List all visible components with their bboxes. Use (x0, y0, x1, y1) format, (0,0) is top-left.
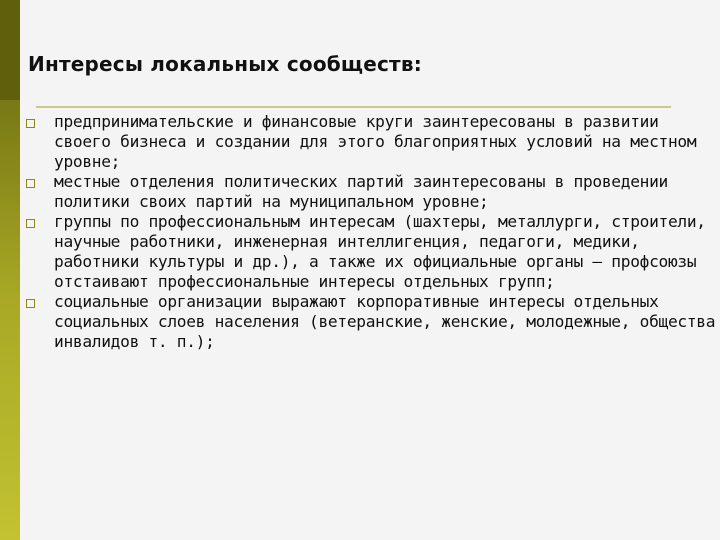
title-divider (36, 106, 671, 108)
square-bullet-icon (26, 299, 35, 308)
bullet-text: социальные организации выражают корпоративные интересы отдельных социальных слоев населения (ветеранские, женские, молодежные, общества инвалидов т. п.); (54, 292, 716, 351)
bullet-item (26, 212, 716, 292)
square-bullet-icon (26, 119, 35, 128)
bullet-text: предпринимательские и финансовые круги заинтересованы в развитии своего бизнеса и создании для этого благоприятных условий на местном уровне; (54, 112, 697, 171)
bullet-item (26, 112, 716, 172)
bullet-item (26, 292, 716, 352)
side-accent-bar (0, 0, 20, 540)
bullet-text: группы по профессиональным интересам (шахтеры, металлурги, строители, научные работники, инженерная интеллигенция, педагоги, медики, работники культуры и др.), а также их официальные органы — профсоюзы отстаивают профессиональные интересы отдельных групп; (54, 212, 706, 291)
square-bullet-icon (26, 219, 35, 228)
square-bullet-icon (26, 179, 35, 188)
bullet-list (26, 112, 716, 352)
side-accent-top-block (0, 0, 20, 100)
slide-title: Интересы локальных сообществ: (28, 52, 422, 76)
bullet-text: местные отделения политических партий заинтересованы в проведении политики своих партий на муниципальном уровне; (54, 172, 668, 211)
bullet-item (26, 172, 716, 212)
